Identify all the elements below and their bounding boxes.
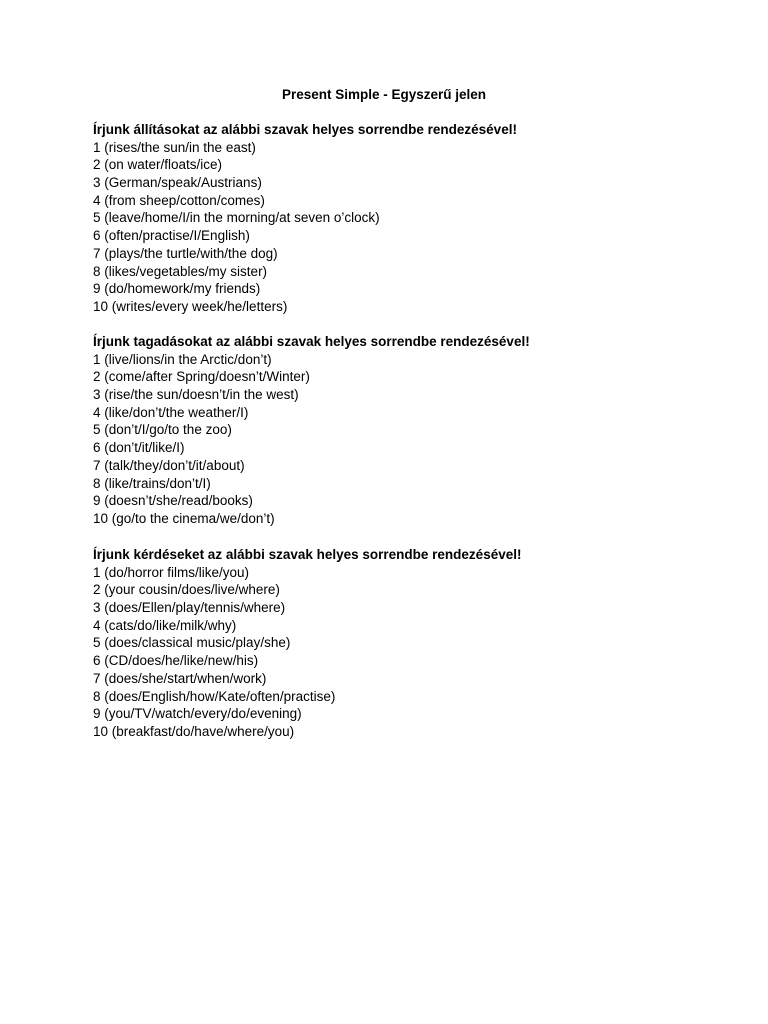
exercise-item: 2 (your cousin/does/live/where) [93, 582, 280, 598]
section-heading: Írjunk állításokat az alábbi szavak helyes sorrendbe rendezésével! [93, 122, 517, 137]
exercise-item: 3 (rise/the sun/doesn’t/in the west) [93, 387, 299, 403]
exercise-item: 7 (talk/they/don’t/it/about) [93, 457, 245, 473]
section-heading: Írjunk kérdéseket az alábbi szavak helyes sorrendbe rendezésével! [93, 547, 522, 562]
exercise-item: 8 (likes/vegetables/my sister) [93, 263, 268, 279]
exercise-item: 6 (often/practise/I/English) [93, 228, 250, 244]
section-questions [93, 546, 733, 741]
exercise-item: 4 (cats/do/like/milk/why) [93, 617, 237, 633]
exercise-item: 4 (from sheep/cotton/comes) [93, 192, 265, 208]
exercise-item: 10 (go/to the cinema/we/don’t) [93, 510, 275, 526]
exercise-item: 10 (breakfast/do/have/where/you) [93, 723, 295, 739]
exercise-item: 4 (like/don’t/the weather/I) [93, 404, 249, 420]
exercise-item: 9 (you/TV/watch/every/do/evening) [93, 706, 302, 722]
exercise-item: 2 (on water/floats/ice) [93, 157, 223, 173]
exercise-item: 6 (don’t/it/like/I) [93, 440, 185, 456]
exercise-item: 5 (does/classical music/play/she) [93, 635, 291, 651]
exercise-item: 1 (rises/the sun/in the east) [93, 139, 256, 155]
exercise-item: 1 (live/lions/in the Arctic/don’t) [93, 351, 272, 367]
section-statements [93, 121, 733, 316]
exercise-item: 3 (does/Ellen/play/tennis/where) [93, 600, 286, 616]
exercise-item: 7 (plays/the turtle/with/the dog) [93, 245, 278, 261]
exercise-item: 9 (do/homework/my friends) [93, 281, 261, 297]
section-heading: Írjunk tagadásokat az alábbi szavak helyes sorrendbe rendezésével! [93, 334, 530, 349]
exercise-item: 2 (come/after Spring/doesn’t/Winter) [93, 369, 310, 385]
exercise-item: 9 (doesn’t/she/read/books) [93, 493, 253, 509]
exercise-item: 3 (German/speak/Austrians) [93, 175, 262, 191]
exercise-item: 10 (writes/every week/he/letters) [93, 298, 288, 314]
page-title: Present Simple - Egyszerű jelen [281, 87, 487, 102]
exercise-item: 1 (do/horror films/like/you) [93, 564, 250, 580]
exercise-item: 8 (like/trains/don’t/I) [93, 475, 211, 491]
exercise-item: 5 (leave/home/I/in the morning/at seven o’clock) [93, 210, 380, 226]
section-negations [93, 333, 733, 528]
exercise-item: 8 (does/English/how/Kate/often/practise) [93, 688, 336, 704]
exercise-item: 5 (don’t/I/go/to the zoo) [93, 422, 232, 438]
exercise-item: 7 (does/she/start/when/work) [93, 670, 267, 686]
exercise-item: 6 (CD/does/he/like/new/his) [93, 653, 259, 669]
